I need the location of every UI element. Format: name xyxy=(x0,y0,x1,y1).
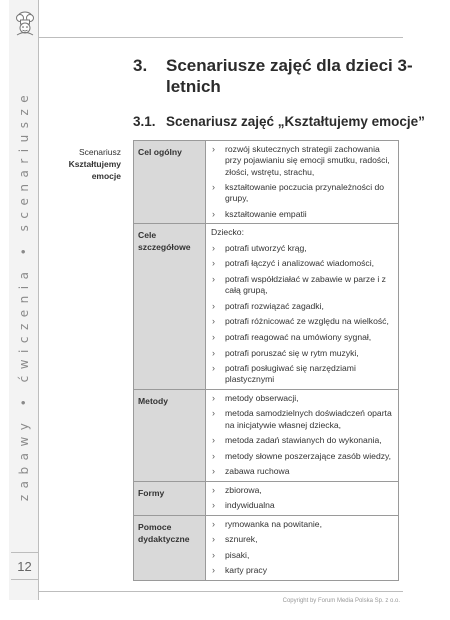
list-item xyxy=(211,393,394,404)
list-item-text: zabawa ruchowa xyxy=(225,466,290,477)
chevron-right-icon: › xyxy=(212,273,215,284)
list-item-text: potrafi posługiwać się narzędziami plastycznymi xyxy=(225,363,356,385)
chapter-title: Scenariusze zajęć dla dzieci 3-letnich xyxy=(166,56,413,96)
chapter-number: 3. xyxy=(133,56,148,75)
list-item-text: rozwój skutecznych strategii zachowania przy pojawianiu się emocji smutku, radości, złości, wstrętu, strachu, xyxy=(225,144,390,177)
list-item-text: potrafi utworzyć krąg, xyxy=(225,242,307,253)
chevron-right-icon: › xyxy=(212,435,215,446)
chevron-right-icon: › xyxy=(212,242,215,253)
scenario-table xyxy=(133,140,399,581)
list-item xyxy=(211,435,394,446)
list-item xyxy=(211,534,394,545)
copyright-text: Copyright by Forum Media Polska Sp. z o.o. xyxy=(282,598,400,604)
row-content xyxy=(206,515,399,580)
chevron-right-icon: › xyxy=(212,258,215,269)
list-item xyxy=(211,550,394,561)
item-list xyxy=(211,519,394,577)
list-item xyxy=(211,182,394,205)
row-label: Cele szczegółowe xyxy=(134,224,206,389)
page-number: 12 xyxy=(11,552,38,580)
list-item xyxy=(211,258,394,269)
chef-logo-icon xyxy=(11,10,37,36)
list-item xyxy=(211,209,394,220)
list-item xyxy=(211,144,394,178)
list-item xyxy=(211,485,394,496)
list-item xyxy=(211,301,394,312)
section-title: Scenariusz zajęć „Kształtujemy emocje” xyxy=(166,114,425,129)
chevron-right-icon: › xyxy=(212,347,215,358)
list-item xyxy=(211,316,394,327)
row-label: Pomoce dydaktyczne xyxy=(134,515,206,580)
list-item xyxy=(211,466,394,477)
top-divider xyxy=(38,37,403,38)
list-item-text: metoda samodzielnych doświadczeń oparta na inicjatywie własnej dziecka, xyxy=(225,408,392,430)
table-row xyxy=(134,141,399,224)
chevron-right-icon: › xyxy=(212,534,215,545)
side-caption-line1: Scenariusz xyxy=(78,147,121,157)
list-item xyxy=(211,243,394,254)
row-content xyxy=(206,389,399,481)
table-row xyxy=(134,224,399,389)
side-caption-line2: Kształtujemy emocje xyxy=(68,159,121,181)
chevron-right-icon: › xyxy=(212,144,215,154)
chevron-right-icon: › xyxy=(212,300,215,311)
chevron-right-icon: › xyxy=(212,209,215,220)
list-item-text: potrafi rozwiązać zagadki, xyxy=(225,300,324,311)
row-content xyxy=(206,481,399,515)
row-content xyxy=(206,224,399,389)
list-item xyxy=(211,451,394,462)
item-list xyxy=(211,144,394,220)
row-label: Metody xyxy=(134,389,206,481)
list-item-text: metoda zadań stawianych do wykonania, xyxy=(225,435,382,446)
list-item-text: kształtowanie empatii xyxy=(225,209,307,220)
chevron-right-icon: › xyxy=(212,392,215,403)
list-item-text: potrafi różnicować ze względu na wielkość, xyxy=(225,316,389,327)
chevron-right-icon: › xyxy=(212,549,215,560)
chevron-right-icon: › xyxy=(212,500,215,511)
list-item-text: kształtowanie poczucia przynależności do grupy, xyxy=(225,182,385,204)
list-item xyxy=(211,408,394,431)
list-item xyxy=(211,348,394,359)
chevron-right-icon: › xyxy=(212,331,215,342)
list-item-text: potrafi reagować na umówiony sygnał, xyxy=(225,331,372,342)
chevron-right-icon: › xyxy=(212,408,215,419)
list-item-text: metody słowne poszerzające zasób wiedzy, xyxy=(225,450,392,461)
list-item xyxy=(211,363,394,386)
list-item-text: zbiorowa, xyxy=(225,484,262,495)
chevron-right-icon: › xyxy=(212,466,215,477)
row-label: Formy xyxy=(134,481,206,515)
row-content xyxy=(206,141,399,224)
list-item xyxy=(211,519,394,530)
table-row xyxy=(134,481,399,515)
list-item-text: sznurek, xyxy=(225,534,258,545)
item-list xyxy=(211,243,394,386)
list-item xyxy=(211,274,394,297)
list-item xyxy=(211,565,394,576)
footer-divider xyxy=(38,591,403,592)
chevron-right-icon: › xyxy=(212,518,215,529)
row-label: Cel ogólny xyxy=(134,141,206,224)
chevron-right-icon: › xyxy=(212,450,215,461)
chevron-right-icon: › xyxy=(212,363,215,374)
list-item xyxy=(211,332,394,343)
chevron-right-icon: › xyxy=(212,484,215,495)
list-item-text: rymowanka na powitanie, xyxy=(225,518,322,529)
chevron-right-icon: › xyxy=(212,316,215,327)
list-item-text: metody obserwacji, xyxy=(225,392,299,403)
item-list xyxy=(211,485,394,512)
list-item-text: karty pracy xyxy=(225,565,268,576)
item-list xyxy=(211,393,394,478)
sidebar-vertical-label: zabawy • ćwiczenia • scenariusze xyxy=(17,88,31,501)
list-item-text: pisaki, xyxy=(225,549,250,560)
section-number: 3.1. xyxy=(133,114,156,129)
table-row xyxy=(134,515,399,580)
list-item-text: potrafi poruszać się w rytm muzyki, xyxy=(225,347,359,358)
table-row xyxy=(134,389,399,481)
list-item-text: potrafi łączyć i analizować wiadomości, xyxy=(225,258,375,269)
chevron-right-icon: › xyxy=(212,565,215,576)
list-item-text: indywidualna xyxy=(225,500,275,511)
list-item xyxy=(211,500,394,511)
sidebar-vertical-text xyxy=(11,52,37,537)
list-item-text: potrafi współdziałać w zabawie w parze i z całą grupą, xyxy=(225,273,386,296)
chevron-right-icon: › xyxy=(212,182,215,193)
side-caption xyxy=(46,146,121,182)
row-intro: Dziecko: xyxy=(211,227,244,238)
